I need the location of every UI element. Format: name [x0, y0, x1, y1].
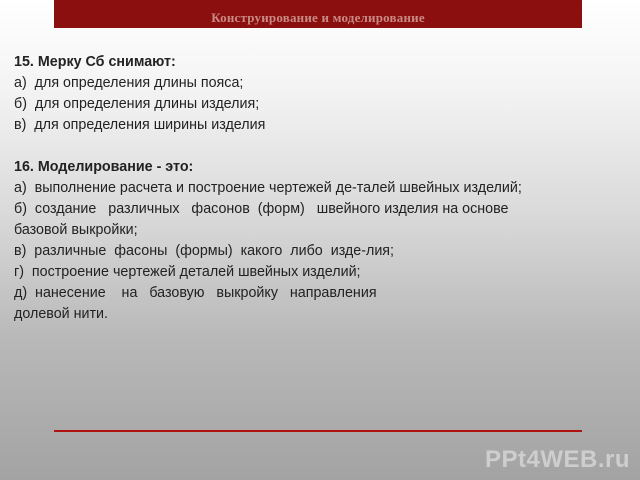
question-15-title: 15. Мерку Сб снимают: [14, 54, 176, 70]
question-15-option-a: а) для определения длины пояса; [14, 75, 244, 91]
slide-title: Конструирование и моделирование [211, 10, 425, 25]
question-16-line-2: б) создание различных фасонов (форм) швейного изделия на основе [14, 201, 509, 217]
question-15-option-c: в) для определения ширины изделия [14, 117, 266, 133]
question-16-line-6: д) нанесение на базовую выкройку направления [14, 285, 377, 301]
watermark: PPt4WEB.ru [484, 446, 630, 473]
question-16-line-5: г) построение чертежей деталей швейных изделий; [14, 264, 361, 280]
question-16-line-1: а) выполнение расчета и построение чертежей де-талей швейных изделий; [14, 180, 522, 196]
slide-content [14, 52, 614, 325]
question-16-line-3: базовой выкройки; [14, 222, 138, 238]
question-15-option-b: б) для определения длины изделия; [14, 96, 260, 112]
bottom-divider [54, 430, 582, 432]
spacer [14, 136, 614, 157]
question-16-line-4: в) различные фасоны (формы) какого либо изде-лия; [14, 243, 395, 259]
slide-title-bar [54, 0, 582, 28]
question-16-title: 16. Моделирование - это: [14, 159, 194, 175]
question-16-line-7: долевой нити. [14, 306, 109, 322]
